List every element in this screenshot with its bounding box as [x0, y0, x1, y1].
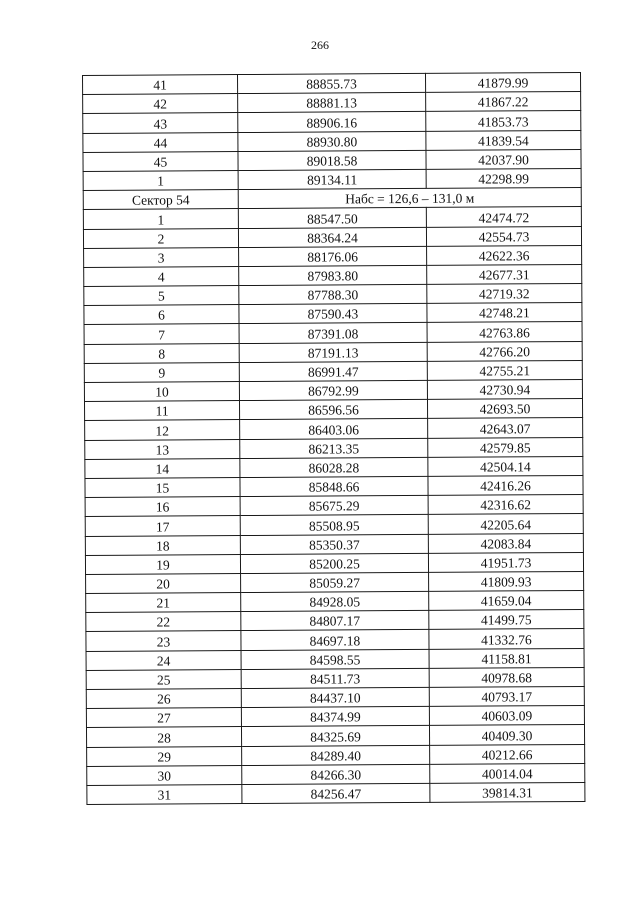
x-coordinate-cell: 88176.06	[239, 246, 427, 266]
table-row	[85, 552, 583, 574]
x-coordinate-cell: 84374.99	[241, 707, 429, 727]
table-row	[84, 264, 582, 286]
point-number-cell: 6	[84, 305, 239, 325]
x-coordinate-cell: 84807.17	[241, 611, 429, 631]
table-row	[85, 495, 583, 517]
table-row	[85, 456, 583, 478]
y-coordinate-cell: 42083.84	[428, 533, 583, 553]
y-coordinate-cell: 42766.20	[427, 341, 582, 361]
x-coordinate-cell: 87590.43	[239, 304, 427, 324]
y-coordinate-cell: 42416.26	[428, 475, 583, 495]
x-coordinate-cell: 85848.66	[240, 476, 428, 496]
y-coordinate-cell: 42693.50	[427, 399, 582, 419]
table-row	[83, 226, 581, 248]
y-coordinate-cell: 40793.17	[429, 686, 584, 706]
y-coordinate-cell: 42205.64	[428, 514, 583, 534]
point-number-cell: 7	[84, 324, 239, 344]
y-coordinate-cell: 42554.73	[426, 226, 581, 246]
point-number-cell: 13	[85, 439, 240, 459]
point-number-cell: 20	[86, 573, 241, 593]
table-row	[84, 341, 582, 363]
table-row	[85, 533, 583, 555]
x-coordinate-cell: 88364.24	[238, 227, 426, 247]
y-coordinate-cell: 42298.99	[426, 168, 581, 188]
y-coordinate-cell: 40603.09	[429, 706, 584, 726]
table-row	[87, 744, 585, 766]
y-coordinate-cell: 42677.31	[427, 264, 582, 284]
y-coordinate-cell: 41879.99	[425, 72, 580, 92]
table-row	[84, 399, 582, 421]
page-number: 266	[311, 38, 329, 52]
table-row	[83, 149, 581, 171]
point-number-cell: 10	[84, 382, 239, 402]
table-row	[86, 686, 584, 708]
point-number-cell: 19	[85, 554, 240, 574]
table-row	[86, 648, 584, 670]
y-coordinate-cell: 41332.76	[429, 629, 584, 649]
point-number-cell: 2	[83, 228, 238, 248]
coordinates-table	[82, 72, 585, 805]
point-number-cell: 18	[85, 535, 240, 555]
point-number-cell: 28	[86, 727, 241, 747]
table-row	[86, 610, 584, 632]
table-row	[86, 591, 584, 613]
x-coordinate-cell: 84437.10	[241, 687, 429, 707]
x-coordinate-cell: 87983.80	[239, 265, 427, 285]
point-number-cell: 8	[84, 343, 239, 363]
y-coordinate-cell: 42730.94	[427, 379, 582, 399]
x-coordinate-cell: 84511.73	[241, 668, 429, 688]
y-coordinate-cell: 42719.32	[427, 284, 582, 304]
x-coordinate-cell: 84598.55	[241, 649, 429, 669]
point-number-cell: 43	[83, 113, 238, 133]
y-coordinate-cell: 42504.14	[428, 456, 583, 476]
x-coordinate-cell: 89134.11	[238, 169, 426, 189]
y-coordinate-cell: 40212.66	[430, 744, 585, 764]
table-body-before-sector	[83, 72, 582, 190]
x-coordinate-cell: 87391.08	[239, 323, 427, 343]
point-number-cell: 23	[86, 631, 241, 651]
table-row	[85, 475, 583, 497]
point-number-cell: 42	[83, 94, 238, 114]
y-coordinate-cell: 41853.73	[426, 111, 581, 131]
point-number-cell: 14	[85, 458, 240, 478]
point-number-cell: 45	[83, 151, 238, 171]
point-number-cell: 29	[87, 746, 242, 766]
y-coordinate-cell: 41809.93	[429, 571, 584, 591]
table-row	[83, 168, 581, 190]
y-coordinate-cell: 41839.54	[426, 130, 581, 150]
point-number-cell: 25	[86, 669, 241, 689]
table-row	[84, 360, 582, 382]
x-coordinate-cell: 88906.16	[238, 112, 426, 132]
table-row	[84, 284, 582, 306]
x-coordinate-cell: 85508.95	[240, 515, 428, 535]
x-coordinate-cell: 88881.13	[238, 93, 426, 113]
y-coordinate-cell: 40409.30	[429, 725, 584, 745]
point-number-cell: 21	[86, 593, 241, 613]
x-coordinate-cell: 88930.80	[238, 131, 426, 151]
point-number-cell: 44	[83, 132, 238, 152]
x-coordinate-cell: 86991.47	[239, 361, 427, 381]
x-coordinate-cell: 84256.47	[242, 783, 430, 803]
y-coordinate-cell: 42763.86	[427, 322, 582, 342]
table-row	[84, 379, 582, 401]
table-row	[83, 130, 581, 152]
x-coordinate-cell: 84266.30	[242, 764, 430, 784]
table-row	[85, 514, 583, 536]
table-row	[85, 418, 583, 440]
sector-height-range: Набс = 126,6 – 131,0 м	[238, 188, 581, 209]
table-row	[84, 303, 582, 325]
x-coordinate-cell: 85059.27	[241, 572, 429, 592]
table-row	[86, 706, 584, 728]
x-coordinate-cell: 86596.56	[239, 400, 427, 420]
y-coordinate-cell: 40014.04	[430, 763, 585, 783]
point-number-cell: 4	[84, 266, 239, 286]
point-number-cell: 5	[84, 286, 239, 306]
y-coordinate-cell: 40978.68	[429, 667, 584, 687]
point-number-cell: 24	[86, 650, 241, 670]
x-coordinate-cell: 84928.05	[241, 591, 429, 611]
x-coordinate-cell: 89018.58	[238, 150, 426, 170]
point-number-cell: 16	[85, 497, 240, 517]
y-coordinate-cell: 41951.73	[428, 552, 583, 572]
x-coordinate-cell: 85675.29	[240, 496, 428, 516]
table-row	[83, 111, 581, 133]
table-body-after-sector	[83, 207, 585, 805]
point-number-cell: 22	[86, 612, 241, 632]
table-row	[87, 782, 585, 804]
y-coordinate-cell: 42622.36	[427, 245, 582, 265]
x-coordinate-cell: 86403.06	[240, 419, 428, 439]
y-coordinate-cell: 42755.21	[427, 360, 582, 380]
x-coordinate-cell: 85200.25	[240, 553, 428, 573]
x-coordinate-cell: 88547.50	[238, 208, 426, 228]
table-row	[86, 629, 584, 651]
x-coordinate-cell: 87191.13	[239, 342, 427, 362]
y-coordinate-cell: 42643.07	[428, 418, 583, 438]
x-coordinate-cell: 86213.35	[240, 438, 428, 458]
x-coordinate-cell: 84697.18	[241, 630, 429, 650]
x-coordinate-cell: 84289.40	[242, 745, 430, 765]
y-coordinate-cell: 42579.85	[428, 437, 583, 457]
point-number-cell: 41	[83, 75, 238, 95]
point-number-cell: 12	[85, 420, 240, 440]
y-coordinate-cell: 42316.62	[428, 495, 583, 515]
y-coordinate-cell: 41659.04	[429, 591, 584, 611]
table-row	[83, 207, 581, 229]
table-row	[86, 725, 584, 747]
point-number-cell: 1	[83, 209, 238, 229]
y-coordinate-cell: 41867.22	[426, 92, 581, 112]
point-number-cell: 26	[86, 689, 241, 709]
x-coordinate-cell: 86792.99	[239, 380, 427, 400]
table-row	[86, 571, 584, 593]
table-row	[83, 92, 581, 114]
y-coordinate-cell: 39814.31	[430, 782, 585, 802]
table-row	[86, 667, 584, 689]
point-number-cell: 15	[85, 477, 240, 497]
point-number-cell: 17	[85, 516, 240, 536]
point-number-cell: 11	[84, 401, 239, 421]
table-row	[84, 322, 582, 344]
y-coordinate-cell: 41158.81	[429, 648, 584, 668]
y-coordinate-cell: 41499.75	[429, 610, 584, 630]
y-coordinate-cell: 42748.21	[427, 303, 582, 323]
point-number-cell: 3	[84, 247, 239, 267]
table-row	[84, 245, 582, 267]
y-coordinate-cell: 42474.72	[426, 207, 581, 227]
x-coordinate-cell: 85350.37	[240, 534, 428, 554]
point-number-cell: 1	[83, 170, 238, 190]
point-number-cell: 30	[87, 765, 242, 785]
table-row	[85, 437, 583, 459]
point-number-cell: 31	[87, 784, 242, 804]
y-coordinate-cell: 42037.90	[426, 149, 581, 169]
x-coordinate-cell: 86028.28	[240, 457, 428, 477]
sector-label: Сектор 54	[83, 190, 238, 210]
point-number-cell: 27	[86, 708, 241, 728]
table-row	[87, 763, 585, 785]
table-row	[83, 72, 581, 94]
x-coordinate-cell: 87788.30	[239, 284, 427, 304]
x-coordinate-cell: 84325.69	[241, 726, 429, 746]
x-coordinate-cell: 88855.73	[238, 73, 426, 93]
point-number-cell: 9	[84, 362, 239, 382]
